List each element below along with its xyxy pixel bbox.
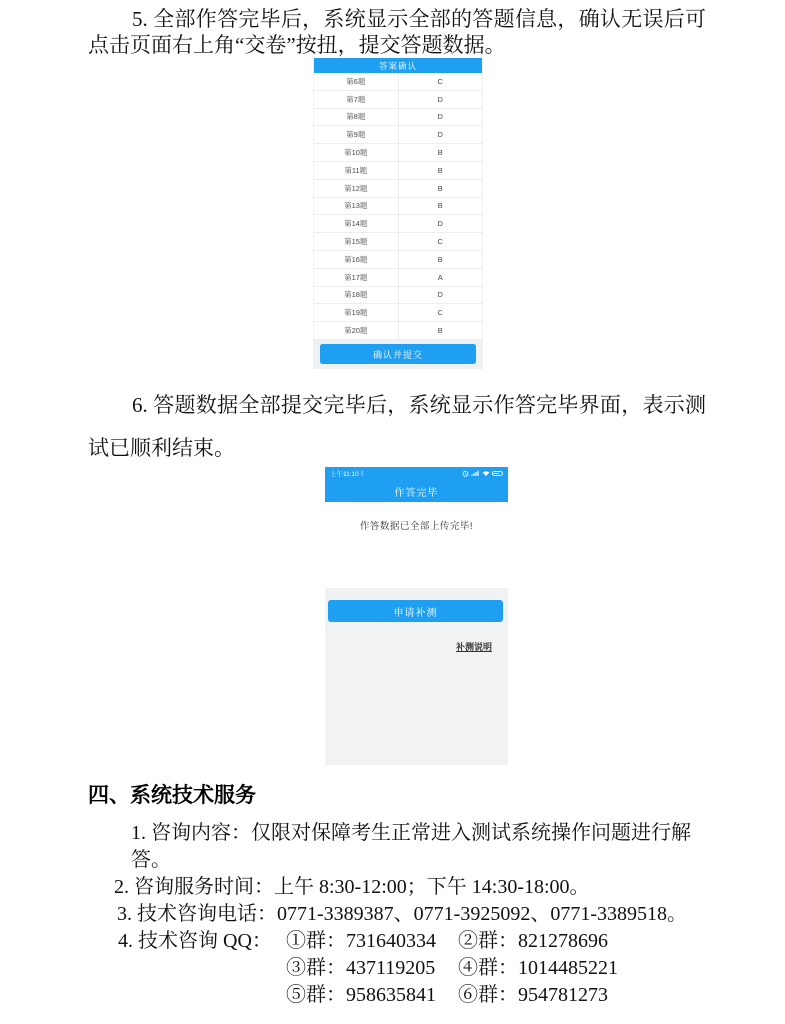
service-item-1: 1. 咨询内容：仅限对保障考生正常进入测试系统操作问题进行解答。 bbox=[131, 822, 691, 871]
wifi-icon bbox=[482, 470, 490, 477]
completion-lower-panel bbox=[325, 588, 508, 765]
answer-cell: C bbox=[398, 233, 483, 250]
answer-table bbox=[314, 73, 482, 340]
status-time: 上午11:10 bbox=[330, 471, 359, 478]
qq-group-3: ③群：437119205 bbox=[286, 957, 436, 979]
paragraph-step5: 5. 全部作答完毕后，系统显示全部的答题信息，确认无误后可点击页面右上角“交卷”按扭，提交答题数据。 bbox=[88, 7, 706, 57]
answer-confirm-title: 答案确认 bbox=[314, 58, 482, 73]
question-cell: 第8题 bbox=[346, 112, 366, 122]
question-cell: 第11题 bbox=[344, 165, 368, 175]
question-cell: 第18题 bbox=[344, 290, 368, 300]
table-row bbox=[314, 287, 482, 305]
question-cell: 第9题 bbox=[346, 130, 366, 140]
table-row bbox=[314, 109, 482, 127]
table-row bbox=[314, 322, 482, 340]
service-item-2: 2. 咨询服务时间：上午 8:30-12:00；下午 14:30-18:00。 bbox=[114, 876, 590, 898]
table-row bbox=[314, 269, 482, 287]
answer-cell: B bbox=[398, 162, 483, 179]
question-cell: 第17题 bbox=[344, 272, 368, 282]
answer-cell: C bbox=[398, 73, 483, 90]
question-cell: 第6题 bbox=[346, 76, 366, 86]
answer-cell: D bbox=[398, 287, 483, 304]
question-cell: 第10题 bbox=[344, 148, 368, 158]
qq-group-4: ④群：1014485221 bbox=[458, 957, 618, 979]
completion-title: 作答完毕 bbox=[325, 480, 508, 502]
table-row bbox=[314, 73, 482, 91]
service-item-4-line2 bbox=[88, 955, 713, 982]
qq-group-1: ①群：731640334 bbox=[286, 930, 436, 952]
section-technical-service bbox=[88, 779, 713, 1009]
service-item-4-line3 bbox=[88, 982, 713, 1009]
table-row bbox=[314, 251, 482, 269]
qq-group-6: ⑥群：954781273 bbox=[458, 984, 608, 1006]
question-cell: 第12题 bbox=[344, 183, 368, 193]
answer-cell: B bbox=[398, 251, 483, 268]
confirm-submit-button[interactable]: 确认并提交 bbox=[320, 344, 476, 364]
table-row bbox=[314, 91, 482, 109]
question-cell: 第19题 bbox=[344, 308, 368, 318]
status-bar bbox=[325, 467, 508, 480]
table-row bbox=[314, 304, 482, 322]
answer-cell: D bbox=[398, 126, 483, 143]
service-item-4-line1 bbox=[88, 928, 713, 955]
answer-cell: B bbox=[398, 180, 483, 197]
apply-retest-button[interactable]: 申请补测 bbox=[328, 600, 503, 622]
table-row bbox=[314, 126, 482, 144]
answer-confirm-screenshot bbox=[313, 58, 483, 369]
retest-info-link[interactable]: 补测说明 bbox=[455, 642, 492, 652]
question-cell: 第20题 bbox=[344, 326, 368, 336]
confirm-footer bbox=[314, 340, 482, 369]
question-cell: 第15题 bbox=[344, 237, 368, 247]
alarm-icon bbox=[462, 470, 469, 477]
answer-cell: B bbox=[398, 322, 483, 339]
battery-icon bbox=[492, 471, 503, 477]
question-cell: 第16题 bbox=[344, 254, 368, 264]
answer-cell: D bbox=[398, 91, 483, 108]
qq-label: 4. 技术咨询 QQ： bbox=[118, 930, 272, 952]
signal-icon bbox=[471, 470, 479, 477]
retest-link-row bbox=[325, 637, 508, 655]
question-cell: 第7题 bbox=[346, 94, 366, 104]
table-row bbox=[314, 180, 482, 198]
question-cell: 第13题 bbox=[344, 201, 368, 211]
qq-group-2: ②群：821278696 bbox=[458, 930, 608, 952]
bluetooth-icon: ᛒ bbox=[360, 470, 365, 477]
completion-screenshot bbox=[325, 467, 508, 765]
answer-cell: D bbox=[398, 215, 483, 232]
table-row bbox=[314, 198, 482, 216]
table-row bbox=[314, 233, 482, 251]
answer-cell: B bbox=[398, 144, 483, 161]
question-cell: 第14题 bbox=[344, 219, 368, 229]
answer-cell: C bbox=[398, 304, 483, 321]
table-row bbox=[314, 215, 482, 233]
completion-message: 作答数据已全部上传完毕! bbox=[325, 502, 508, 588]
answer-cell: D bbox=[398, 109, 483, 126]
paragraph-step6: 6. 答题数据全部提交完毕后，系统显示作答完毕界面，表示测试已顺利结束。 bbox=[88, 393, 706, 460]
service-item-3: 3. 技术咨询电话：0771-3389387、0771-3925092、0771-3389518。 bbox=[117, 903, 687, 925]
table-row bbox=[314, 144, 482, 162]
qq-group-5: ⑤群：958635841 bbox=[286, 984, 436, 1006]
section-heading: 四、系统技术服务 bbox=[88, 784, 256, 807]
answer-cell: B bbox=[398, 198, 483, 215]
table-row bbox=[314, 162, 482, 180]
answer-cell: A bbox=[398, 269, 483, 286]
